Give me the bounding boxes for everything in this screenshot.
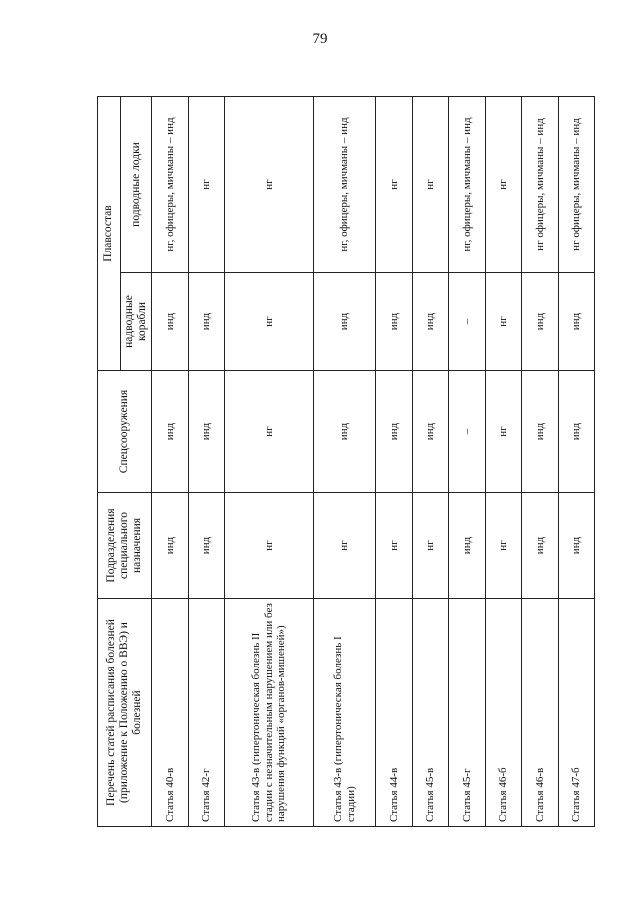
table-row: [485, 97, 521, 827]
row-disease-label: Статья 43-в (гипертоническая болезнь I стадии): [313, 599, 376, 827]
cell-special-facilities: инд: [152, 371, 188, 493]
row-disease-label: Статья 43-в (гипертоническая болезнь II стадии с незначительным нарушением или без нарушения функций «органов-мишеней»): [225, 599, 314, 827]
header-disease-list: Перечень статей расписания болезней (приложение к Положению о ВВЭ) и болезней: [98, 599, 152, 827]
cell-surface-ships: инд: [152, 273, 188, 371]
cell-surface-ships: инд: [188, 273, 224, 371]
table-rotation-frame: [97, 97, 595, 827]
cell-surface-ships: инд: [558, 273, 594, 371]
cell-special-units: инд: [152, 493, 188, 599]
row-disease-label: Статья 42-г: [188, 599, 224, 827]
cell-submarines: нг офицеры, мичманы – инд: [522, 97, 558, 273]
cell-surface-ships: инд: [412, 273, 448, 371]
cell-special-units: инд: [449, 493, 485, 599]
cell-special-units: нг: [412, 493, 448, 599]
table-row: [225, 97, 314, 827]
cell-special-facilities: инд: [522, 371, 558, 493]
cell-submarines: нг: [376, 97, 412, 273]
table-row: [449, 97, 485, 827]
cell-special-facilities: инд: [376, 371, 412, 493]
cell-special-units: нг: [225, 493, 314, 599]
table-row: [522, 97, 558, 827]
cell-surface-ships: инд: [313, 273, 376, 371]
cell-special-facilities: инд: [412, 371, 448, 493]
cell-special-facilities: инд: [188, 371, 224, 493]
cell-surface-ships: нг: [225, 273, 314, 371]
cell-submarines: нг, офицеры, мичманы – инд: [152, 97, 188, 273]
cell-submarines: нг: [188, 97, 224, 273]
header-surface-ships: надводные корабли: [121, 273, 152, 371]
cell-surface-ships: нг: [485, 273, 521, 371]
header-special-units: Подразделения специального назначения: [98, 493, 152, 599]
table-row: [558, 97, 594, 827]
cell-special-units: инд: [522, 493, 558, 599]
cell-special-units: инд: [188, 493, 224, 599]
cell-submarines: нг, офицеры, мичманы – инд: [449, 97, 485, 273]
table-row: [152, 97, 188, 827]
cell-special-units: нг: [376, 493, 412, 599]
cell-submarines: нг: [412, 97, 448, 273]
table-body: [152, 97, 595, 827]
cell-special-facilities: инд: [313, 371, 376, 493]
cell-special-facilities: нг: [485, 371, 521, 493]
table-row: [188, 97, 224, 827]
row-disease-label: Статья 45-в: [412, 599, 448, 827]
cell-submarines: нг: [485, 97, 521, 273]
cell-special-facilities: нг: [225, 371, 314, 493]
table-row: [412, 97, 448, 827]
cell-special-facilities: –: [449, 371, 485, 493]
row-disease-label: Статья 46-б: [485, 599, 521, 827]
cell-special-units: нг: [313, 493, 376, 599]
table-row: [376, 97, 412, 827]
disease-fitness-table: [97, 96, 595, 827]
cell-submarines: нг, офицеры, мичманы – инд: [313, 97, 376, 273]
header-submarines: подводные лодки: [121, 97, 152, 273]
row-disease-label: Статья 46-в: [522, 599, 558, 827]
cell-submarines: нг офицеры, мичманы – инд: [558, 97, 594, 273]
page-number: 79: [312, 31, 328, 47]
cell-surface-ships: инд: [376, 273, 412, 371]
row-disease-label: Статья 44-в: [376, 599, 412, 827]
rotated-table-container: [97, 97, 595, 827]
cell-special-units: нг: [485, 493, 521, 599]
row-disease-label: Статья 40-в: [152, 599, 188, 827]
header-special-facilities: Спецсооружения: [98, 371, 152, 493]
table-header: [98, 97, 152, 827]
row-disease-label: Статья 45-г: [449, 599, 485, 827]
cell-surface-ships: инд: [522, 273, 558, 371]
row-disease-label: Статья 47-б: [558, 599, 594, 827]
cell-submarines: нг: [225, 97, 314, 273]
cell-special-units: инд: [558, 493, 594, 599]
header-plavsostav: Плавсостав: [98, 97, 121, 371]
cell-special-facilities: инд: [558, 371, 594, 493]
table-row: [313, 97, 376, 827]
cell-surface-ships: –: [449, 273, 485, 371]
